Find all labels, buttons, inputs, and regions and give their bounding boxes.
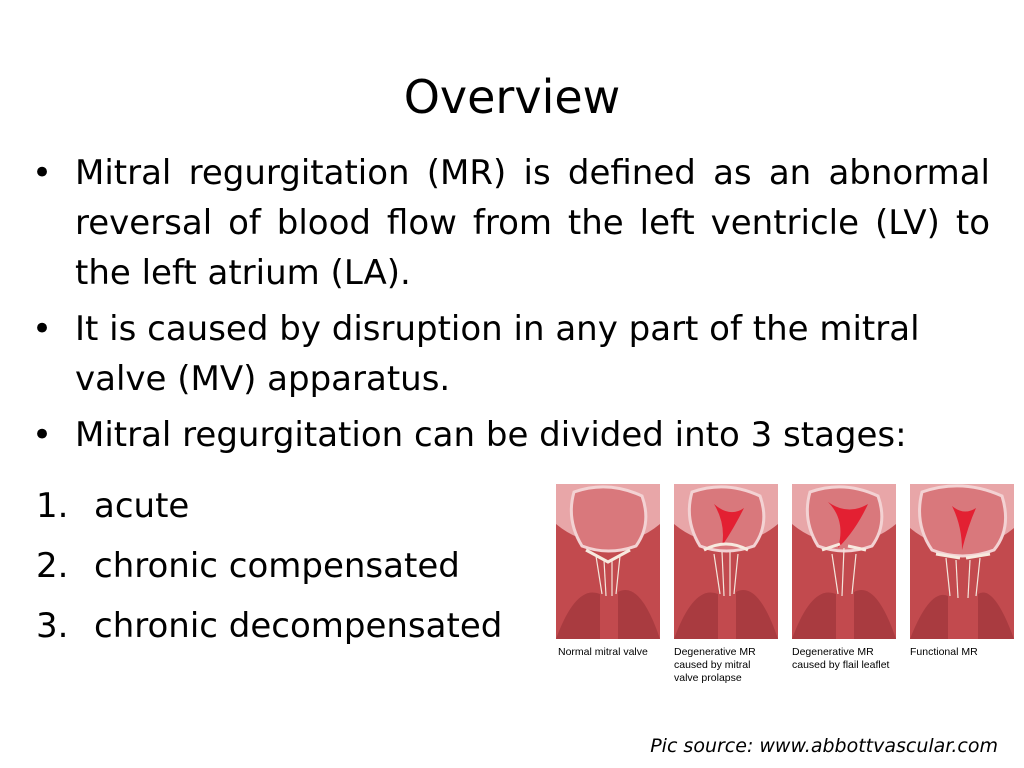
figure-caption: Degenerative MR caused by flail leaflet [792, 646, 890, 671]
stage-item [36, 536, 502, 596]
bullet-dot-icon: • [32, 153, 53, 193]
figure-caption: Functional MR [910, 646, 978, 658]
figure-caption: Normal mitral valve [558, 646, 648, 658]
prolapse-valve-illustration [674, 484, 778, 639]
stage-number: 1. [36, 486, 69, 526]
slide-title: Overview [403, 70, 621, 124]
stage-number: 3. [36, 606, 69, 646]
bullet-item [30, 148, 990, 298]
stage-item [36, 596, 502, 656]
bullet-item [30, 410, 990, 460]
bullet-text: Mitral regurgitation can be divided into 3 stages: [75, 415, 907, 455]
stage-label: acute [94, 486, 190, 526]
stage-number: 2. [36, 546, 69, 586]
stage-label: chronic compensated [94, 546, 460, 586]
flail-leaflet-illustration [792, 484, 896, 639]
bullet-list [30, 148, 990, 466]
figure-caption: Degenerative MR caused by mitral valve prolapse [674, 646, 756, 684]
stage-label: chronic decompensated [94, 606, 503, 646]
stage-item [36, 476, 502, 536]
picture-source: Pic source: www.abbottvascular.com [650, 735, 998, 757]
bullet-dot-icon: • [32, 415, 53, 455]
functional-mr-illustration [910, 484, 1014, 639]
mitral-valve-figure [556, 484, 1022, 694]
normal-valve-illustration [556, 484, 660, 639]
stage-list [36, 476, 502, 656]
bullet-text: It is caused by disruption in any part of the mitral valve (MV) apparatus. [75, 309, 920, 399]
bullet-text: Mitral regurgitation (MR) is defined as an abnormal reversal of blood flow from the left ventricle (LV) to the left atrium (LA). [75, 153, 990, 293]
bullet-item [30, 304, 990, 404]
bullet-dot-icon: • [32, 309, 53, 349]
